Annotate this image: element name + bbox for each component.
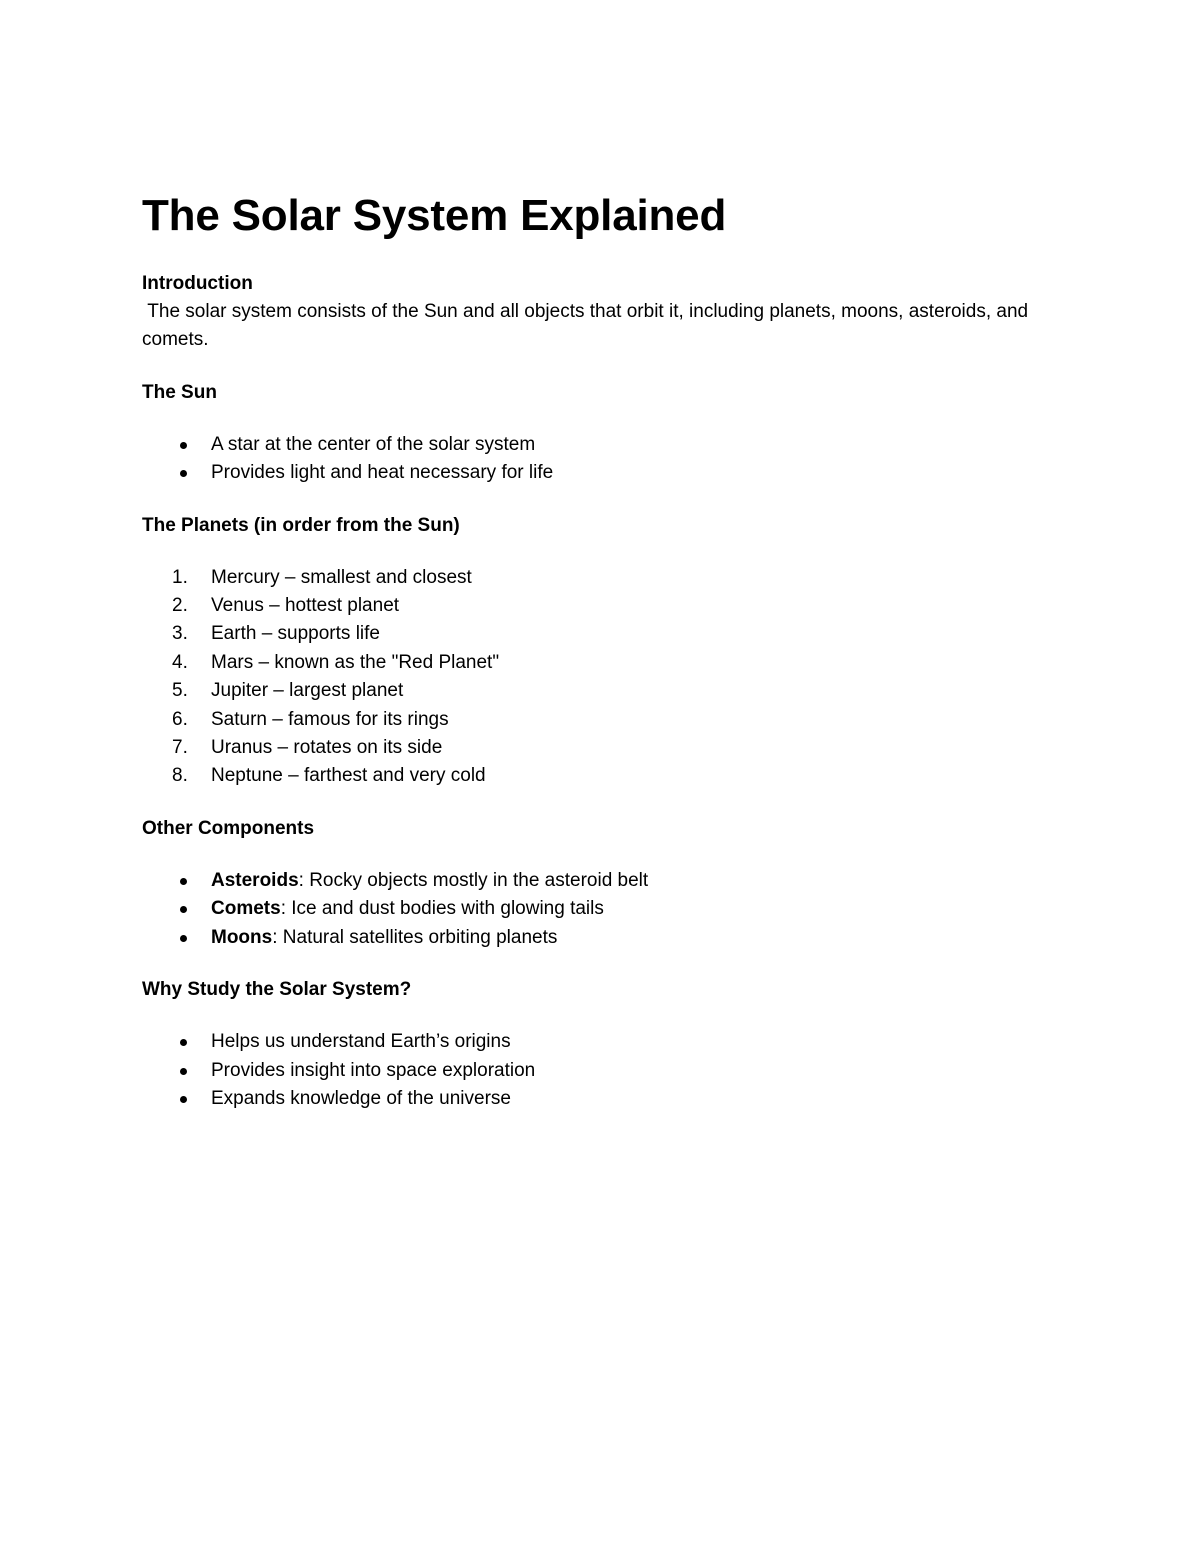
why-study-heading: Why Study the Solar System?	[142, 979, 412, 1001]
list-item-text: Earth – supports life	[211, 623, 380, 645]
list-item	[142, 706, 1042, 734]
list-item	[142, 459, 1042, 487]
bullet-icon	[180, 878, 187, 885]
bullet-icon	[180, 1068, 187, 1075]
list-item-text: Helps us understand Earth’s origins	[211, 1031, 511, 1053]
list-number: 1.	[172, 566, 188, 588]
list-number: 4.	[172, 651, 188, 673]
list-item-text: A star at the center of the solar system	[211, 433, 536, 455]
list-item	[142, 677, 1042, 705]
list-item	[142, 1028, 1042, 1056]
bullet-icon	[180, 935, 187, 942]
list-item	[142, 924, 1042, 952]
list-item	[142, 734, 1042, 762]
list-item-text: Mercury – smallest and closest	[211, 566, 472, 588]
term-description: : Natural satellites orbiting planets	[272, 926, 558, 948]
list-item	[142, 867, 1042, 895]
list-item-text: Mars – known as the "Red Planet"	[211, 651, 500, 673]
term-description: : Ice and dust bodies with glowing tails	[280, 898, 604, 920]
list-item	[142, 1057, 1042, 1085]
bullet-icon	[180, 906, 187, 913]
list-number: 5.	[172, 680, 188, 702]
bullet-icon	[180, 442, 187, 449]
list-number: 6.	[172, 708, 188, 730]
list-item-text: Saturn – famous for its rings	[211, 708, 449, 730]
list-item	[142, 649, 1042, 677]
list-number: 7.	[172, 737, 188, 759]
introduction-heading: Introduction	[142, 273, 253, 294]
list-item-text: Expands knowledge of the universe	[211, 1087, 511, 1109]
list-item-text: Neptune – farthest and very cold	[211, 765, 486, 787]
term-label: Asteroids	[211, 869, 299, 891]
introduction-text: The solar system consists of the Sun and all objects that orbit it, including planets, moons, asteroids, and comets.	[142, 301, 1034, 351]
list-item-text: Provides insight into space exploration	[211, 1059, 536, 1081]
list-number: 3.	[172, 623, 188, 645]
list-item-text: Jupiter – largest planet	[211, 680, 404, 702]
other-components-list	[142, 867, 1042, 952]
list-item-text: Provides light and heat necessary for life	[211, 462, 554, 484]
bullet-icon	[180, 1039, 187, 1046]
list-item-text: Venus – hottest planet	[211, 595, 400, 617]
list-item	[142, 762, 1042, 790]
list-number: 8.	[172, 765, 188, 787]
sun-list	[142, 431, 1042, 488]
document-content	[142, 188, 1042, 1113]
planets-list	[142, 564, 1042, 791]
list-item-text: Uranus – rotates on its side	[211, 737, 443, 759]
list-item	[142, 620, 1042, 648]
why-study-list	[142, 1028, 1042, 1113]
term-description: : Rocky objects mostly in the asteroid belt	[298, 869, 649, 891]
list-item	[142, 895, 1042, 923]
document-title: The Solar System Explained	[142, 191, 727, 240]
list-item	[142, 431, 1042, 459]
planets-heading: The Planets (in order from the Sun)	[142, 514, 460, 536]
other-components-heading: Other Components	[142, 817, 315, 839]
sun-heading: The Sun	[142, 381, 217, 403]
list-item	[142, 564, 1042, 592]
term-label: Moons	[211, 926, 273, 948]
bullet-icon	[180, 470, 187, 477]
bullet-icon	[180, 1096, 187, 1103]
list-item	[142, 1085, 1042, 1113]
term-label: Comets	[211, 898, 281, 920]
list-number: 2.	[172, 595, 188, 617]
list-item	[142, 592, 1042, 620]
